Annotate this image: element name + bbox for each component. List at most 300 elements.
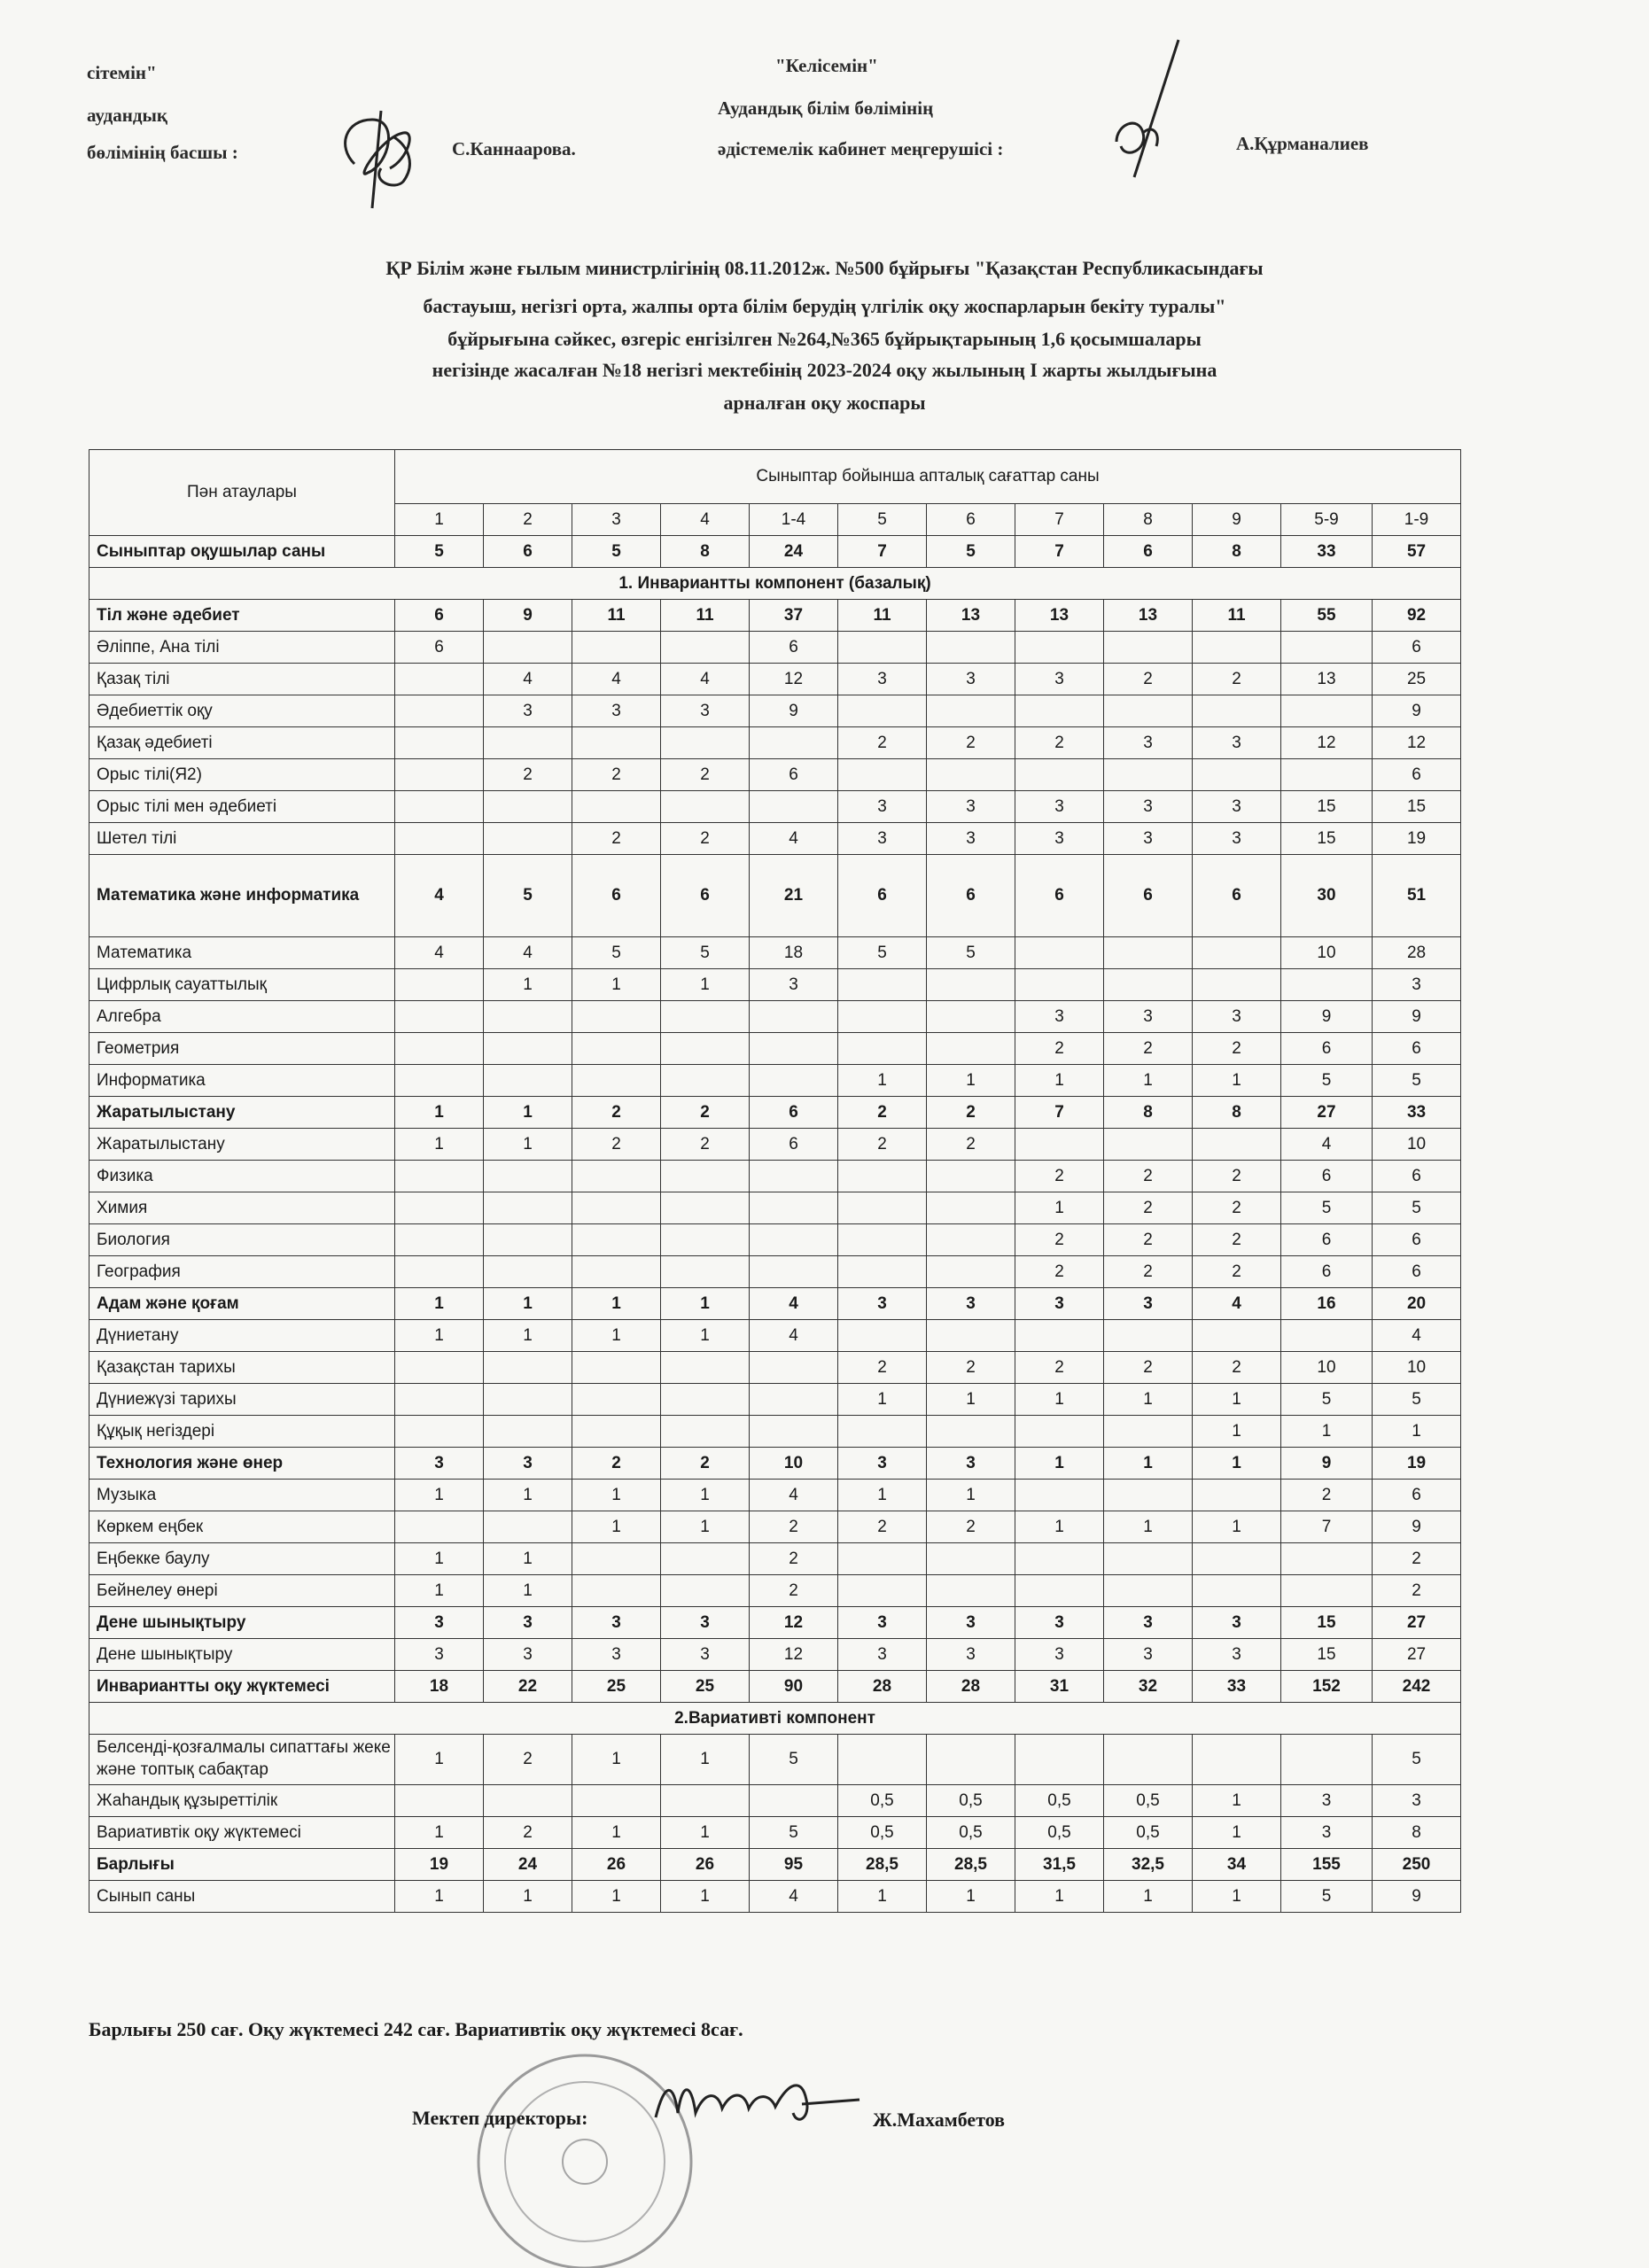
hours-cell: 1 [572, 1817, 661, 1849]
hours-cell: 1 [572, 1735, 661, 1785]
hours-cell [395, 1065, 484, 1097]
hours-cell: 22 [484, 1671, 572, 1703]
hours-cell [661, 1543, 750, 1575]
hours-cell [661, 1575, 750, 1607]
hours-cell [927, 1735, 1015, 1785]
hours-cell [395, 1384, 484, 1416]
hours-cell: 1 [395, 1543, 484, 1575]
hours-cell: 5 [750, 1817, 838, 1849]
hours-cell: 10 [1373, 1129, 1461, 1161]
hours-cell: 5 [661, 937, 750, 969]
hours-cell: 25 [661, 1671, 750, 1703]
hours-cell: 6 [1104, 536, 1193, 568]
hours-cell: 27 [1281, 1097, 1373, 1129]
hours-cell: 90 [750, 1671, 838, 1703]
hours-cell: 4 [1193, 1288, 1281, 1320]
hours-cell [1281, 695, 1373, 727]
subject-name: Жаһандық құзыреттілік [89, 1785, 395, 1817]
hours-cell: 4 [395, 855, 484, 937]
hours-cell: 3 [1015, 1001, 1104, 1033]
hours-cell [661, 1001, 750, 1033]
hours-cell: 4 [750, 823, 838, 855]
hours-cell: 1 [395, 1288, 484, 1320]
hours-cell: 4 [750, 1320, 838, 1352]
hours-cell [1104, 759, 1193, 791]
subject-name: Сыныптар оқушылар саны [89, 536, 395, 568]
hours-cell: 8 [661, 536, 750, 568]
hours-cell [927, 632, 1015, 664]
table-row [89, 1881, 1461, 1913]
hours-cell: 26 [572, 1849, 661, 1881]
hours-cell [661, 1256, 750, 1288]
table-row [89, 1448, 1461, 1480]
hours-cell: 25 [1373, 664, 1461, 695]
table-row [89, 1033, 1461, 1065]
hours-cell: 5 [1373, 1384, 1461, 1416]
hours-cell [838, 1033, 927, 1065]
hours-cell: 2 [1193, 1256, 1281, 1288]
hours-cell: 15 [1281, 823, 1373, 855]
hours-cell: 6 [1104, 855, 1193, 937]
hours-cell: 10 [1281, 1352, 1373, 1384]
hours-cell [927, 1543, 1015, 1575]
hours-cell: 1 [661, 1480, 750, 1511]
hours-cell [572, 1192, 661, 1224]
table-row [89, 937, 1461, 969]
hours-cell: 33 [1373, 1097, 1461, 1129]
hours-cell [1104, 1575, 1193, 1607]
hours-cell: 1 [1104, 1881, 1193, 1913]
hours-cell: 3 [1104, 727, 1193, 759]
hours-cell: 3 [1104, 1607, 1193, 1639]
hours-cell [1193, 937, 1281, 969]
hours-cell: 9 [1373, 695, 1461, 727]
hours-cell: 1 [1104, 1448, 1193, 1480]
hours-cell: 5 [1281, 1384, 1373, 1416]
hours-cell: 1 [1281, 1416, 1373, 1448]
hours-cell [1193, 632, 1281, 664]
hours-cell: 2 [572, 1097, 661, 1129]
hours-cell [395, 1224, 484, 1256]
hours-cell: 2 [484, 1817, 572, 1849]
hours-cell: 2 [1015, 727, 1104, 759]
hours-cell [661, 1352, 750, 1384]
title-line-4: негізінде жасалған №18 негізгі мектебінің 2023-2024 оқу жылының І жарты жылдығына [432, 359, 1217, 381]
hours-cell [927, 1256, 1015, 1288]
hours-cell [661, 1785, 750, 1817]
hours-cell: 3 [1104, 791, 1193, 823]
director-signature [647, 2064, 868, 2144]
table-row [89, 1352, 1461, 1384]
hours-cell: 155 [1281, 1849, 1373, 1881]
title-line-1: ҚР Білім және ғылым министрлігінің 08.11.2012ж. №500 бұйрығы "Қазақстан Республикасындағы [385, 257, 1264, 279]
hours-cell: 1 [1015, 1384, 1104, 1416]
table-row [89, 727, 1461, 759]
hours-cell [838, 632, 927, 664]
subject-name: Инвариантты оқу жүктемесі [89, 1671, 395, 1703]
hours-cell: 8 [1193, 536, 1281, 568]
hours-cell: 2 [572, 1129, 661, 1161]
hours-cell: 3 [484, 695, 572, 727]
hours-cell: 28,5 [927, 1849, 1015, 1881]
hours-cell: 5 [395, 536, 484, 568]
hours-cell [1193, 969, 1281, 1001]
hours-cell: 1 [927, 1384, 1015, 1416]
hours-cell [661, 1065, 750, 1097]
hours-cell [395, 1785, 484, 1817]
hours-cell: 2 [661, 1129, 750, 1161]
hours-cell: 6 [1373, 1480, 1461, 1511]
hours-cell: 3 [838, 1448, 927, 1480]
table-row [89, 1065, 1461, 1097]
subject-name: Алгебра [89, 1001, 395, 1033]
subject-name: Орыс тілі мен әдебиеті [89, 791, 395, 823]
table-row [89, 632, 1461, 664]
hours-cell: 12 [750, 664, 838, 695]
hours-cell: 3 [1193, 727, 1281, 759]
hours-cell [572, 632, 661, 664]
hours-cell: 3 [927, 664, 1015, 695]
hours-cell: 2 [1193, 1161, 1281, 1192]
hours-cell: 10 [1373, 1352, 1461, 1384]
hours-cell: 1 [1015, 1192, 1104, 1224]
subject-name: Адам және қоғам [89, 1288, 395, 1320]
hours-cell [661, 791, 750, 823]
grade-column-header: 3 [572, 504, 661, 536]
hours-cell [927, 1320, 1015, 1352]
hours-cell: 1 [484, 1320, 572, 1352]
hours-cell: 4 [661, 664, 750, 695]
subject-name: Математика [89, 937, 395, 969]
hours-cell: 2 [750, 1543, 838, 1575]
hours-cell [1104, 1416, 1193, 1448]
hours-cell: 2 [1193, 664, 1281, 695]
table-row [89, 1543, 1461, 1575]
hours-cell [572, 1384, 661, 1416]
hours-cell [1015, 1129, 1104, 1161]
hours-cell: 1 [484, 1543, 572, 1575]
hours-cell: 51 [1373, 855, 1461, 937]
hours-cell [484, 632, 572, 664]
hours-cell [395, 759, 484, 791]
table-row [89, 1607, 1461, 1639]
hours-cell: 1 [395, 1097, 484, 1129]
hours-cell: 32,5 [1104, 1849, 1193, 1881]
subject-name: Дүниежүзі тарихы [89, 1384, 395, 1416]
hours-cell: 1 [1193, 1881, 1281, 1913]
table-row [89, 536, 1461, 568]
hours-cell: 2 [1015, 1352, 1104, 1384]
hours-cell: 2 [838, 1097, 927, 1129]
hours-cell [484, 1192, 572, 1224]
hours-cell [572, 1065, 661, 1097]
hours-cell [572, 1033, 661, 1065]
grade-column-header: 9 [1193, 504, 1281, 536]
hours-cell: 4 [484, 664, 572, 695]
hours-cell [484, 1256, 572, 1288]
hours-cell [572, 1543, 661, 1575]
hours-cell [1015, 1735, 1104, 1785]
hours-cell: 6 [1373, 1033, 1461, 1065]
hours-cell: 9 [1373, 1001, 1461, 1033]
hours-cell: 2 [484, 1735, 572, 1785]
hours-cell: 9 [1281, 1448, 1373, 1480]
hours-cell: 6 [1281, 1224, 1373, 1256]
hours-cell [838, 1735, 927, 1785]
hours-cell [750, 1192, 838, 1224]
hours-cell: 24 [750, 536, 838, 568]
hours-cell [750, 1065, 838, 1097]
hours-cell: 28 [927, 1671, 1015, 1703]
table-row [89, 1671, 1461, 1703]
subject-name: Цифрлық сауаттылық [89, 969, 395, 1001]
subject-name: Қазақ әдебиеті [89, 727, 395, 759]
subject-name: Жаратылыстану [89, 1097, 395, 1129]
hours-cell: 7 [1281, 1511, 1373, 1543]
hours-cell [927, 1161, 1015, 1192]
hours-cell: 1 [484, 1097, 572, 1129]
hours-cell: 1 [1193, 1384, 1281, 1416]
grade-column-header: 1-9 [1373, 504, 1461, 536]
hours-cell [927, 969, 1015, 1001]
hours-cell: 1 [572, 1320, 661, 1352]
approval-right-name: А.Құрманалиев [1236, 133, 1369, 154]
subject-name: Математика және информатика [89, 855, 395, 937]
approval-right-line1: "Келісемін" [775, 55, 878, 76]
hours-cell: 1 [395, 1129, 484, 1161]
hours-cell: 9 [750, 695, 838, 727]
hours-cell: 0,5 [1015, 1785, 1104, 1817]
hours-cell: 3 [572, 695, 661, 727]
hours-cell: 4 [1373, 1320, 1461, 1352]
hours-cell: 10 [750, 1448, 838, 1480]
hours-cell: 3 [838, 1607, 927, 1639]
hours-cell [1281, 759, 1373, 791]
section-row [89, 568, 1461, 600]
hours-cell [1015, 1575, 1104, 1607]
hours-cell: 1 [1104, 1511, 1193, 1543]
hours-cell [750, 1033, 838, 1065]
hours-cell: 16 [1281, 1288, 1373, 1320]
hours-cell: 3 [927, 1288, 1015, 1320]
hours-cell: 2 [1373, 1575, 1461, 1607]
hours-cell [1015, 1543, 1104, 1575]
hours-cell [572, 1161, 661, 1192]
hours-cell [927, 1224, 1015, 1256]
hours-cell: 1 [927, 1881, 1015, 1913]
hours-cell: 6 [838, 855, 927, 937]
table-row [89, 759, 1461, 791]
hours-cell: 1 [1373, 1416, 1461, 1448]
hours-cell [572, 791, 661, 823]
hours-cell: 2 [1193, 1192, 1281, 1224]
hours-cell: 2 [927, 1097, 1015, 1129]
hours-cell: 6 [1373, 759, 1461, 791]
hours-cell: 3 [838, 1288, 927, 1320]
subject-name: Барлығы [89, 1849, 395, 1881]
grade-column-header: 5-9 [1281, 504, 1373, 536]
table-row [89, 823, 1461, 855]
hours-cell: 1 [927, 1480, 1015, 1511]
hours-cell: 33 [1281, 536, 1373, 568]
hours-cell: 13 [1104, 600, 1193, 632]
hours-cell: 2 [1193, 1352, 1281, 1384]
hours-cell [1015, 937, 1104, 969]
hours-cell [1104, 1320, 1193, 1352]
hours-cell: 34 [1193, 1849, 1281, 1881]
table-row [89, 1575, 1461, 1607]
hours-cell: 2 [1104, 1352, 1193, 1384]
subject-name: Биология [89, 1224, 395, 1256]
hours-cell: 28,5 [838, 1849, 927, 1881]
hours-cell: 5 [484, 855, 572, 937]
hours-cell: 1 [1193, 1785, 1281, 1817]
school-stamp [425, 2029, 797, 2259]
hours-cell: 1 [484, 1288, 572, 1320]
hours-cell: 27 [1373, 1639, 1461, 1671]
hours-cell [750, 1001, 838, 1033]
left-signature [319, 84, 452, 217]
hours-cell [484, 823, 572, 855]
hours-cell [395, 664, 484, 695]
hours-cell: 1 [572, 1881, 661, 1913]
table-row [89, 695, 1461, 727]
hours-cell: 1 [395, 1320, 484, 1352]
subject-name: Информатика [89, 1065, 395, 1097]
hours-cell: 6 [661, 855, 750, 937]
hours-cell: 6 [927, 855, 1015, 937]
hours-cell: 1 [1193, 1511, 1281, 1543]
hours-cell: 3 [1281, 1785, 1373, 1817]
hours-cell: 3 [838, 823, 927, 855]
hours-cell: 3 [395, 1607, 484, 1639]
hours-cell: 6 [572, 855, 661, 937]
hours-cell: 95 [750, 1849, 838, 1881]
table-row [89, 969, 1461, 1001]
hours-cell: 57 [1373, 536, 1461, 568]
subject-name: Дене шынықтыру [89, 1639, 395, 1671]
hours-cell: 3 [1373, 969, 1461, 1001]
hours-cell: 6 [1373, 1224, 1461, 1256]
hours-cell: 3 [484, 1639, 572, 1671]
hours-cell: 2 [1104, 1161, 1193, 1192]
hours-cell [572, 1352, 661, 1384]
subject-name: Белсенді-қозғалмалы сипаттағы жеке және топтық сабақтар [89, 1735, 395, 1785]
hours-cell: 7 [1015, 536, 1104, 568]
hours-cell: 8 [1373, 1817, 1461, 1849]
hours-cell [1193, 1480, 1281, 1511]
subject-name: Көркем еңбек [89, 1511, 395, 1543]
subject-name: Әліппе, Ана тілі [89, 632, 395, 664]
hours-cell [838, 1575, 927, 1607]
hours-cell [1015, 632, 1104, 664]
hours-cell: 32 [1104, 1671, 1193, 1703]
hours-cell: 1 [1193, 1448, 1281, 1480]
hours-cell: 1 [661, 969, 750, 1001]
hours-cell: 4 [572, 664, 661, 695]
hours-cell: 27 [1373, 1607, 1461, 1639]
hours-cell: 2 [750, 1575, 838, 1607]
hours-cell: 15 [1281, 1639, 1373, 1671]
hours-cell: 2 [661, 1097, 750, 1129]
approval-left-name: С.Каннаарова. [452, 138, 576, 159]
hours-cell: 250 [1373, 1849, 1461, 1881]
hours-cell: 5 [1281, 1065, 1373, 1097]
hours-cell: 0,5 [838, 1817, 927, 1849]
hours-cell: 0,5 [1104, 1817, 1193, 1849]
hours-cell: 2 [1104, 664, 1193, 695]
hours-cell: 1 [661, 1511, 750, 1543]
hours-cell [927, 759, 1015, 791]
hours-cell [395, 791, 484, 823]
hours-cell: 3 [1015, 1288, 1104, 1320]
hours-cell: 3 [1104, 1001, 1193, 1033]
hours-cell: 5 [750, 1735, 838, 1785]
hours-cell [661, 632, 750, 664]
hours-cell: 2 [750, 1511, 838, 1543]
hours-cell: 3 [927, 1607, 1015, 1639]
hours-cell: 2 [927, 1352, 1015, 1384]
subject-name: Бейнелеу өнері [89, 1575, 395, 1607]
hours-cell: 1 [1104, 1065, 1193, 1097]
hours-cell: 1 [661, 1817, 750, 1849]
hours-cell: 2 [1193, 1224, 1281, 1256]
hours-cell: 1 [838, 1480, 927, 1511]
hours-cell: 1 [927, 1065, 1015, 1097]
hours-cell: 1 [1193, 1817, 1281, 1849]
hours-cell: 13 [927, 600, 1015, 632]
hours-cell: 1 [1015, 1448, 1104, 1480]
hours-cell: 242 [1373, 1671, 1461, 1703]
hours-cell [395, 1416, 484, 1448]
hours-cell [1104, 1480, 1193, 1511]
title-line-2: бастауыш, негізгі орта, жалпы орта білім берудің үлгілік оқу жоспарларын бекіту туралы" [423, 295, 1226, 317]
hours-cell [395, 695, 484, 727]
hours-cell [838, 1543, 927, 1575]
hours-cell [750, 1352, 838, 1384]
hours-cell: 3 [927, 823, 1015, 855]
hours-cell [484, 1001, 572, 1033]
hours-cell [927, 1416, 1015, 1448]
hours-cell: 1 [1015, 1511, 1104, 1543]
hours-cell: 3 [927, 1448, 1015, 1480]
hours-cell: 1 [395, 1817, 484, 1849]
hours-cell [838, 1001, 927, 1033]
hours-cell [572, 1416, 661, 1448]
hours-cell: 3 [1015, 1607, 1104, 1639]
subject-name: Қазақстан тарихы [89, 1352, 395, 1384]
hours-cell: 6 [1281, 1033, 1373, 1065]
hours-cell: 3 [1015, 791, 1104, 823]
hours-cell: 3 [1193, 1607, 1281, 1639]
hours-cell: 2 [927, 727, 1015, 759]
hours-cell [484, 791, 572, 823]
table-row [89, 1849, 1461, 1881]
hours-cell [1015, 1416, 1104, 1448]
hours-cell [484, 1416, 572, 1448]
hours-cell [750, 1785, 838, 1817]
hours-cell: 55 [1281, 600, 1373, 632]
hours-cell: 1 [1193, 1065, 1281, 1097]
table-row [89, 1416, 1461, 1448]
hours-cell: 1 [1193, 1416, 1281, 1448]
hours-cell [1104, 937, 1193, 969]
hours-cell: 33 [1193, 1671, 1281, 1703]
hours-cell: 2 [838, 1352, 927, 1384]
table-row [89, 664, 1461, 695]
hours-cell: 11 [572, 600, 661, 632]
hours-cell [838, 1224, 927, 1256]
